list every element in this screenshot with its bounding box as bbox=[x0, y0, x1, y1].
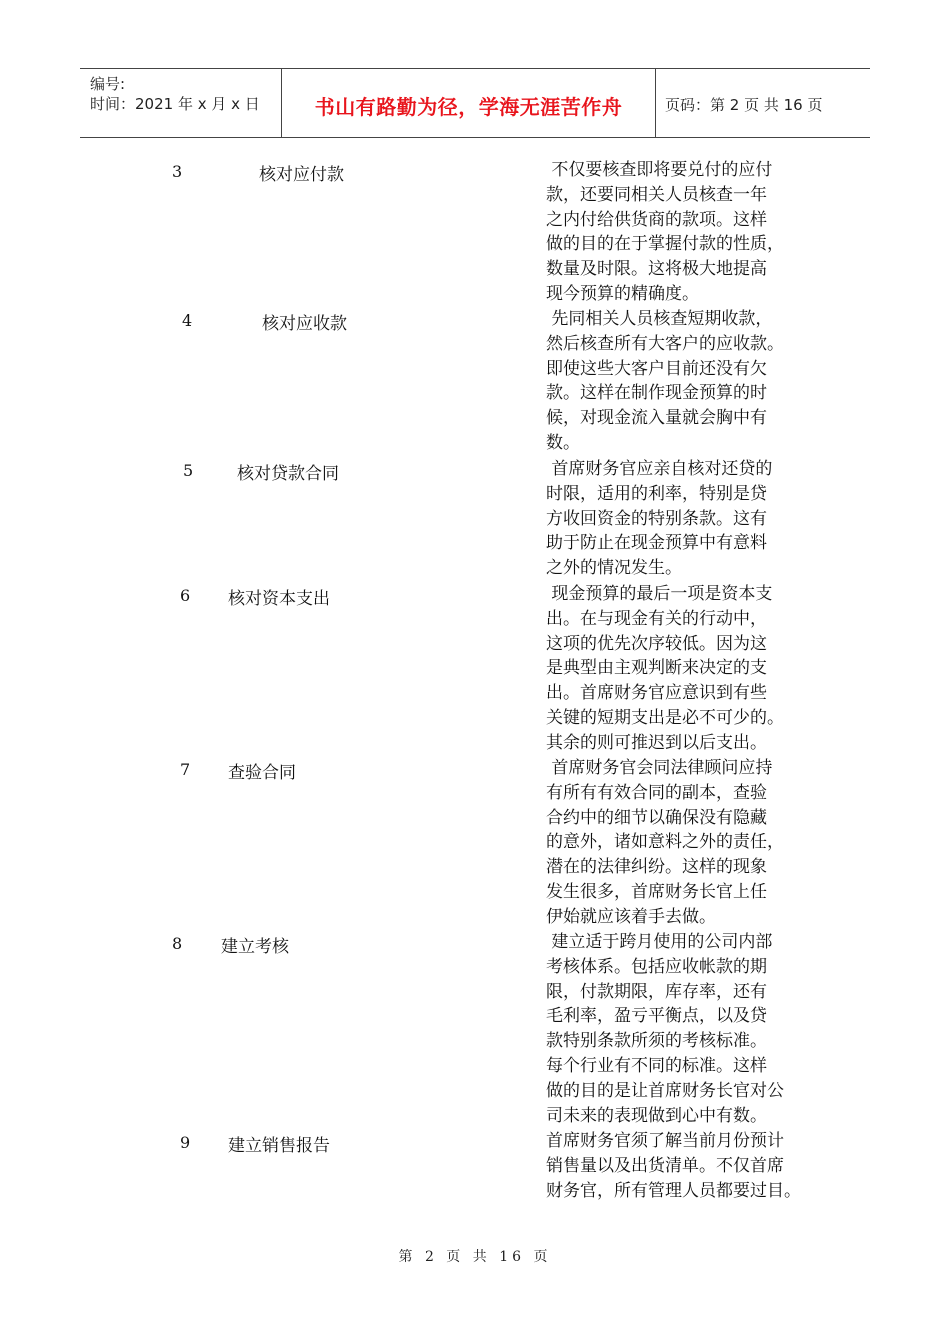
row-description: 不仅要核查即将要兑付的应付 款，还要同相关人员核查一年 之内付给供货商的款项。这样 做的目的在于掌握付款的性质， 数量及时限。这将极大地提高 现今预算的精确度。 bbox=[546, 160, 784, 304]
row-item: 建立销售报告 bbox=[228, 1136, 330, 1156]
header-page-indicator: 页码：第 2 页 共 16 页 bbox=[665, 96, 823, 114]
page-header bbox=[80, 68, 870, 138]
row-item: 核对应付款 bbox=[259, 165, 344, 185]
row-description: 首席财务官须了解当前月份预计 销售量以及出货清单。不仅首席 财务官，所有管理人员都要过目。 bbox=[546, 1131, 801, 1201]
document-date-label: 时间：2021 年 x 月 x 日 bbox=[90, 95, 260, 113]
header-motto-cell bbox=[281, 69, 656, 137]
row-item: 核对应收款 bbox=[262, 314, 347, 334]
row-number: 9 bbox=[180, 1133, 191, 1152]
row-description: 首席财务官会同法律顾问应持 有所有有效合同的副本，查验 合约中的细节以确保没有隐藏 的意外，诸如意料之外的责任， 潜在的法律纠纷。这样的现象 发生很多，首席财务长官上任 伊始就应该着手去做。 bbox=[546, 758, 784, 927]
row-item: 建立考核 bbox=[221, 937, 289, 957]
header-motto: 书山有路勤为径，学海无涯苦作舟 bbox=[314, 95, 623, 119]
page-footer: 第 2 页 共 16 页 bbox=[398, 1249, 552, 1265]
row-item: 核对贷款合同 bbox=[237, 464, 339, 484]
row-number: 5 bbox=[183, 461, 194, 480]
row-number: 7 bbox=[180, 760, 191, 779]
document-number-label: 编号: bbox=[90, 75, 126, 93]
row-description: 建立适于跨月使用的公司内部 考核体系。包括应收帐款的期 限，付款期限，库存率，还有 毛利率，盈亏平衡点，以及贷 款特别条款所须的考核标准。 每个行业有不同的标准。这样 做的目的是让首席财务长官对公 司未来的表现做到心中有数。 bbox=[546, 932, 784, 1126]
header-page-cell bbox=[655, 69, 870, 137]
row-description: 先同相关人员核查短期收款， 然后核查所有大客户的应收款。 即使这些大客户目前还没有欠 款。这样在制作现金预算的时 候，对现金流入量就会胸中有 数。 bbox=[546, 309, 784, 453]
header-meta bbox=[80, 69, 281, 137]
row-number: 4 bbox=[182, 311, 193, 330]
row-number: 3 bbox=[172, 162, 183, 181]
row-number: 8 bbox=[172, 934, 183, 953]
row-description: 现金预算的最后一项是资本支 出。在与现金有关的行动中， 这项的优先次序较低。因为这 是典型由主观判断来决定的支 出。首席财务官应意识到有些 关键的短期支出是必不可少的。 其余的则可推迟到以后支出。 bbox=[546, 584, 784, 753]
row-item: 查验合同 bbox=[228, 763, 296, 783]
row-description: 首席财务官应亲自核对还贷的 时限，适用的利率，特别是贷 方收回资金的特别条款。这有 助于防止在现金预算中有意料 之外的情况发生。 bbox=[546, 459, 773, 579]
row-item: 核对资本支出 bbox=[228, 589, 330, 609]
row-number: 6 bbox=[180, 586, 191, 605]
